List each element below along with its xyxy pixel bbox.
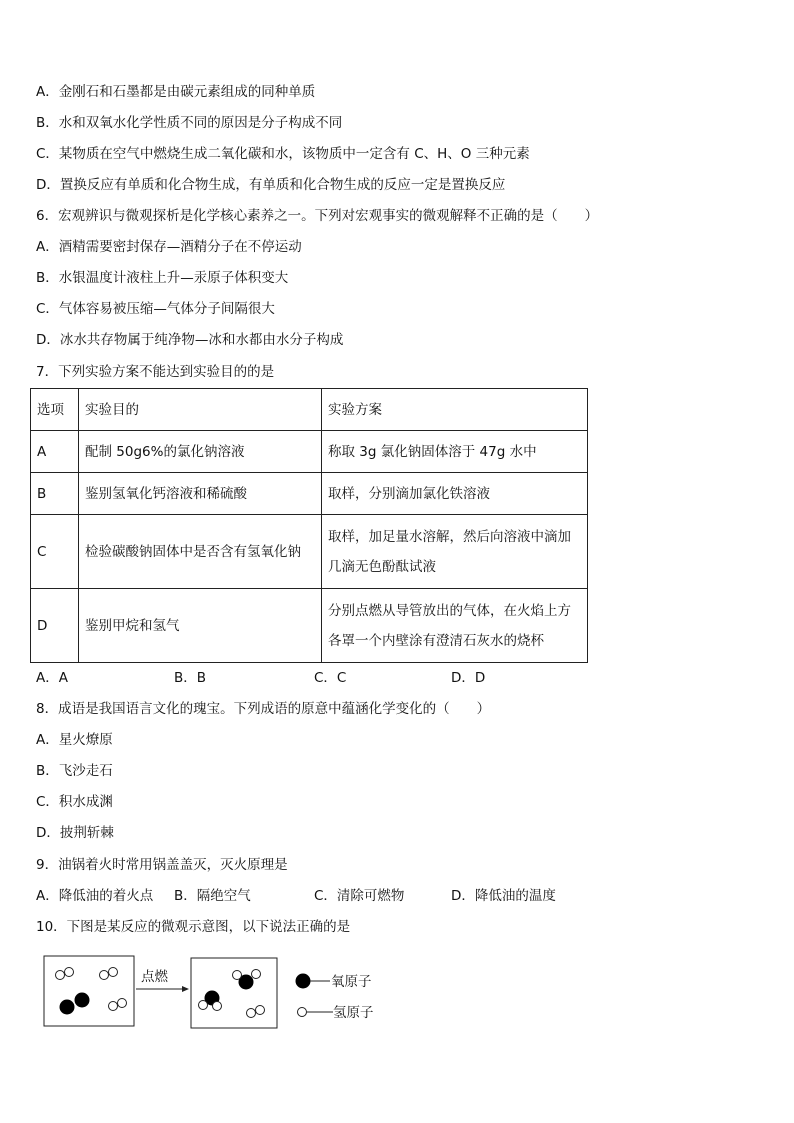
table-header-cell: 实验方案: [322, 389, 588, 431]
table-header-cell: 选项: [31, 389, 79, 431]
q9-stem: 9．油锅着火时常用锅盖盖灭，灭火原理是: [36, 857, 288, 873]
q5-option-b: B．水和双氧水化学性质不同的原因是分子构成不同: [36, 115, 343, 131]
legend-oxygen-label: 氧原子: [331, 974, 372, 990]
legend-hydrogen-label: 氢原子: [333, 1005, 374, 1021]
q7-option-c: C．C: [314, 670, 347, 686]
reactants-box: [44, 956, 134, 1026]
q9-option-a: A．降低油的着火点: [36, 888, 154, 904]
reaction-arrow-head: [182, 986, 189, 992]
table-cell: [322, 515, 588, 589]
hydrogen-molecule: [247, 1006, 265, 1018]
table-cell: A: [31, 431, 79, 473]
q6-option-b: B．水银温度计液柱上升—汞原子体积变大: [36, 270, 289, 286]
table-cell: B: [31, 473, 79, 515]
q7-table: [30, 388, 588, 663]
q7-stem: 7．下列实验方案不能达到实验目的的是: [36, 364, 275, 380]
q9-option-c: C．清除可燃物: [314, 888, 405, 904]
q7-options: [36, 669, 736, 687]
q8-option-c: C．积水成渊: [36, 794, 113, 810]
table-row: [31, 515, 588, 589]
water-molecule: [199, 991, 222, 1011]
q7-option-a: A．A: [36, 670, 68, 686]
q8-option-d: D．披荆斩棘: [36, 825, 114, 841]
table-cell-line: 分别点燃从导管放出的气体，在火焰上方: [328, 602, 571, 619]
table-cell: 鉴别氢氧化钙溶液和稀硫酸: [79, 473, 322, 515]
q6-option-c: C．气体容易被压缩—气体分子间隔很大: [36, 301, 275, 317]
q7-option-d: D．D: [451, 670, 486, 686]
q8-stem: 8．成语是我国语言文化的瑰宝。下列成语的原意中蕴涵化学变化的（ ）: [36, 701, 491, 717]
q5-option-a: A．金刚石和石墨都是由碳元素组成的同种单质: [36, 84, 316, 100]
q5-option-d: D．置换反应有单质和化合物生成，有单质和化合物生成的反应一定是置换反应: [36, 177, 506, 193]
table-cell: 鉴别甲烷和氢气: [79, 589, 322, 663]
q9-option-d: D．降低油的温度: [451, 888, 556, 904]
hydrogen-atom-legend-icon: [298, 1008, 307, 1017]
table-row: [31, 473, 588, 515]
q9-options: [36, 887, 736, 905]
q9-option-b: B．隔绝空气: [174, 888, 251, 904]
table-row: [31, 589, 588, 663]
table-cell: 配制 50g6%的氯化钠溶液: [79, 431, 322, 473]
reaction-diagram: [0, 950, 794, 1040]
table-cell: 取样，分别滴加氯化铁溶液: [322, 473, 588, 515]
q10-stem: 10．下图是某反应的微观示意图，以下说法正确的是: [36, 919, 351, 935]
table-cell: C: [31, 515, 79, 589]
table-header-row: [31, 389, 588, 431]
table-row: [31, 431, 588, 473]
q5-option-c: C．某物质在空气中燃烧生成二氧化碳和水，该物质中一定含有 C、H、O 三种元素: [36, 146, 530, 162]
q8-option-b: B．飞沙走石: [36, 763, 113, 779]
table-cell: D: [31, 589, 79, 663]
oxygen-molecule: [60, 993, 90, 1015]
hydrogen-molecule: [56, 968, 74, 980]
table-header-cell: 实验目的: [79, 389, 322, 431]
table-cell-line: 取样，加足量水溶解，然后向溶液中滴加: [328, 528, 571, 545]
hydrogen-molecule: [100, 968, 118, 980]
table-cell: [322, 589, 588, 663]
table-cell-line: 几滴无色酚酞试液: [328, 558, 436, 575]
q6-stem: 6．宏观辨识与微观探析是化学核心素养之一。下列对宏观事实的微观解释不正确的是（ ）: [36, 208, 599, 224]
hydrogen-molecule: [109, 999, 127, 1011]
q6-option-d: D．冰水共存物属于纯净物—冰和水都由水分子构成: [36, 332, 344, 348]
table-cell-line: 各罩一个内壁涂有澄清石灰水的烧杯: [328, 632, 544, 649]
water-molecule: [233, 970, 261, 990]
table-cell: 称取 3g 氯化钠固体溶于 47g 水中: [322, 431, 588, 473]
q7-option-b: B．B: [174, 670, 207, 686]
q6-option-a: A．酒精需要密封保存—酒精分子在不停运动: [36, 239, 302, 255]
arrow-label: 点燃: [141, 969, 168, 985]
table-cell: 检验碳酸钠固体中是否含有氢氧化钠: [79, 515, 322, 589]
products-box: [191, 958, 277, 1028]
oxygen-atom-legend-icon: [296, 974, 311, 989]
q8-option-a: A．星火燎原: [36, 732, 113, 748]
